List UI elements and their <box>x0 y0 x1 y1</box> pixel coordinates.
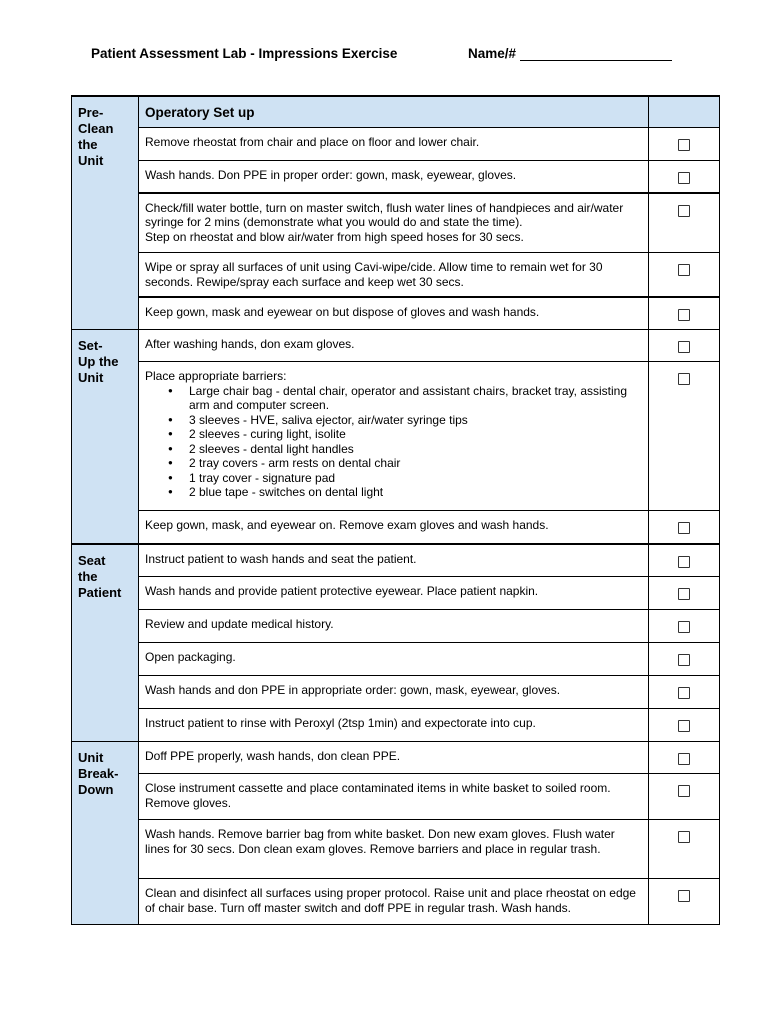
task-item: Review and update medical history. <box>139 610 649 643</box>
task-item: Keep gown, mask and eyewear on but dispose of gloves and wash hands. <box>139 297 649 330</box>
checkbox-icon[interactable] <box>678 205 690 217</box>
task-item: Clean and disinfect all surfaces using proper protocol. Raise unit and place rheostat on edge of chair base. Turn off master switch and doff PPE in regular trash. Wash hands. <box>139 879 649 925</box>
barrier-list-item: ● 2 blue tape - switches on dental light <box>189 485 642 500</box>
task-item: Keep gown, mask, and eyewear on. Remove exam gloves and wash hands. <box>139 511 649 544</box>
barrier-list-item: ● 2 sleeves - curing light, isolite <box>189 427 642 442</box>
name-blank-line[interactable] <box>520 48 672 61</box>
task-item: Open packaging. <box>139 643 649 676</box>
column-header-task: Operatory Set up <box>139 96 649 128</box>
section-label-pre-clean: Pre- Clean the Unit <box>72 96 139 330</box>
checkbox-icon[interactable] <box>678 139 690 151</box>
task-item: Instruct patient to rinse with Peroxyl (2tsp 1min) and expectorate into cup. <box>139 709 649 742</box>
barrier-list <box>145 384 642 500</box>
checkbox-icon[interactable] <box>678 588 690 600</box>
barriers-intro: Place appropriate barriers: <box>145 369 287 383</box>
checkbox-icon[interactable] <box>678 720 690 732</box>
task-item: Wash hands. Remove barrier bag from white basket. Don new exam gloves. Flush water lines for 30 secs. Don clean exam gloves. Remove barriers and place in regular trash. <box>139 820 649 879</box>
checkbox-icon[interactable] <box>678 654 690 666</box>
barrier-list-item: ● Large chair bag - dental chair, operator and assistant chairs, bracket tray, assisting arm and computer screen. <box>189 384 642 413</box>
checkbox-icon[interactable] <box>678 621 690 633</box>
task-item: After washing hands, don exam gloves. <box>139 330 649 362</box>
task-item-barriers <box>139 362 649 511</box>
checkbox-icon[interactable] <box>678 373 690 385</box>
name-label: Name/# <box>468 46 517 61</box>
task-item: Wash hands and provide patient protective eyewear. Place patient napkin. <box>139 577 649 610</box>
barrier-list-item: ● 1 tray cover - signature pad <box>189 471 642 486</box>
checkbox-icon[interactable] <box>678 172 690 184</box>
task-item: Instruct patient to wash hands and seat the patient. <box>139 544 649 577</box>
checkbox-icon[interactable] <box>678 522 690 534</box>
checkbox-icon[interactable] <box>678 890 690 902</box>
task-item: Wash hands. Don PPE in proper order: gown, mask, eyewear, gloves. <box>139 161 649 193</box>
task-item: Wipe or spray all surfaces of unit using Cavi-wipe/cide. Allow time to remain wet for 30 seconds. Rewipe/spray each surface and keep wet 30 secs. <box>139 253 649 297</box>
barrier-list-item: ● 2 tray covers - arm rests on dental chair <box>189 456 642 471</box>
checkbox-icon[interactable] <box>678 341 690 353</box>
checkbox-icon[interactable] <box>678 309 690 321</box>
checkbox-icon[interactable] <box>678 831 690 843</box>
section-label-seat-patient: Seat the Patient <box>72 544 139 742</box>
barrier-list-item: ● 2 sleeves - dental light handles <box>189 442 642 457</box>
column-header-check <box>649 96 720 128</box>
task-item: Close instrument cassette and place contaminated items in white basket to soiled room. Remove gloves. <box>139 774 649 820</box>
checkbox-icon[interactable] <box>678 785 690 797</box>
checklist-table <box>71 95 720 925</box>
task-item: Remove rheostat from chair and place on floor and lower chair. <box>139 128 649 161</box>
task-item: Wash hands and don PPE in appropriate order: gown, mask, eyewear, gloves. <box>139 676 649 709</box>
barrier-list-item: ● 3 sleeves - HVE, saliva ejector, air/water syringe tips <box>189 413 642 428</box>
task-item: Check/fill water bottle, turn on master switch, flush water lines of handpieces and air/water syringe for 2 mins (demonstrate what you would do and state the time). Step on rheostat and blow air/water from high speed hoses for 30 secs. <box>139 193 649 253</box>
checkbox-icon[interactable] <box>678 264 690 276</box>
checkbox-icon[interactable] <box>678 556 690 568</box>
section-label-break-down: Unit Break- Down <box>72 742 139 925</box>
checkbox-icon[interactable] <box>678 687 690 699</box>
page-title: Patient Assessment Lab - Impressions Exercise <box>91 46 398 61</box>
name-field <box>468 46 672 61</box>
checkbox-icon[interactable] <box>678 753 690 765</box>
task-item: Doff PPE properly, wash hands, don clean PPE. <box>139 742 649 774</box>
section-label-set-up: Set- Up the Unit <box>72 330 139 544</box>
